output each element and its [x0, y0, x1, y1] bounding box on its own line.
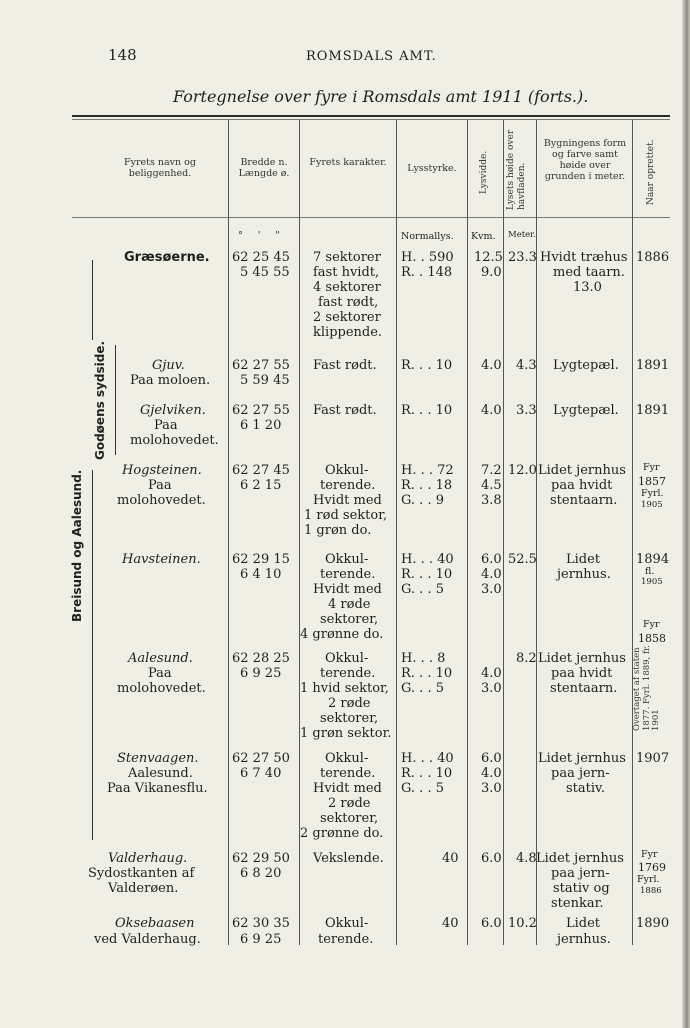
unit-range: Kvm. — [471, 231, 496, 242]
character-line: 1 rød sektor, — [304, 508, 388, 523]
established-line: 1907 — [636, 751, 670, 766]
unit-coords: ° ' " — [238, 230, 286, 241]
established-line: 1891 — [636, 403, 670, 418]
established-line: Fyr — [643, 619, 660, 630]
page-title: Fortegnelse over fyre i Romsdals amt 1911 (forts.). — [173, 87, 589, 106]
coord-longitude: 6 9 25 — [240, 932, 282, 947]
running-head: ROMSDALS AMT. — [306, 49, 437, 64]
side-label-inner: Godøens sydside. — [93, 340, 107, 460]
range-line: 4.0 — [481, 666, 502, 681]
intensity-line: H. . 590 — [401, 250, 454, 265]
name-line: Oksebaasen — [115, 916, 195, 931]
intensity-line: 40 — [442, 851, 459, 866]
height-value: 10.2 — [508, 916, 537, 931]
intensity-line: R. . . 10 — [401, 358, 453, 373]
intensity-line: R. . . 10 — [401, 403, 453, 418]
range-line: 3.0 — [481, 781, 502, 796]
height-value: 3.3 — [516, 403, 537, 418]
height-value: 23.3 — [508, 250, 537, 265]
range-line: 3.8 — [481, 493, 502, 508]
coord-longitude: 6 8 20 — [240, 866, 282, 881]
range-line: 6.0 — [481, 851, 502, 866]
col-header-character: Fyrets karakter. — [309, 157, 387, 168]
name-line: Havsteinen. — [122, 552, 201, 567]
name-line: Paa — [148, 666, 172, 681]
name-line: Paa — [154, 418, 178, 433]
name-line: Aalesund. — [128, 651, 193, 666]
character-line: Hvidt med — [313, 781, 382, 796]
coord-latitude: 62 27 55 — [232, 403, 290, 418]
height-value: 4.3 — [516, 358, 537, 373]
col-divider — [503, 120, 504, 945]
established-line: 1891 — [636, 358, 670, 373]
range-line: 4.0 — [481, 358, 502, 373]
name-line: molohovedet. — [117, 493, 206, 508]
height-value: 4.8 — [516, 851, 537, 866]
building-line: Lidet jernhus — [536, 851, 624, 866]
col-divider — [536, 120, 537, 945]
established-line: 1886 — [640, 886, 662, 896]
coord-longitude: 5 45 55 — [240, 265, 290, 280]
building-line: stentaarn. — [550, 493, 618, 508]
name-line: Stenvaagen. — [117, 751, 199, 766]
established-line: Fyr — [641, 849, 658, 860]
coord-latitude: 62 27 45 — [232, 463, 290, 478]
name-line: Hogsteinen. — [122, 463, 202, 478]
height-value: 12.0 — [508, 463, 537, 478]
building-line: jernhus. — [557, 932, 611, 947]
character-line: terende. — [320, 567, 376, 582]
intensity-line: R. . . 10 — [401, 766, 453, 781]
character-line: 4 grønne do. — [300, 627, 384, 642]
coord-latitude: 62 27 55 — [232, 358, 290, 373]
coord-longitude: 6 4 10 — [240, 567, 282, 582]
side-bracket — [92, 260, 93, 340]
building-line: Lidet jernhus — [538, 463, 626, 478]
building-line: stentaarn. — [550, 681, 618, 696]
intensity-line: G. . . 9 — [401, 493, 444, 508]
col-header-height: Lysets høide over havfladen. — [506, 129, 527, 210]
coord-latitude: 62 30 35 — [232, 916, 290, 931]
established-line: 1886 — [636, 250, 670, 265]
building-line: Lygtepæl. — [553, 358, 619, 373]
intensity-line: H. . . 8 — [401, 651, 446, 666]
established-line: 1890 — [636, 916, 670, 931]
character-line: Okkul- — [325, 651, 369, 666]
col-divider — [228, 120, 229, 945]
established-line: Fyrl. — [641, 488, 664, 499]
building-line: Hvidt træhus — [540, 250, 628, 265]
building-line: paa jern- — [551, 766, 610, 781]
name-line: Paa Vikanesflu. — [107, 781, 208, 796]
intensity-line: R. . . 18 — [401, 478, 453, 493]
range-line: 6.0 — [481, 751, 502, 766]
character-line: 2 røde — [328, 696, 371, 711]
character-line: 2 sektorer — [313, 310, 381, 325]
name-line: Gjuv. — [152, 358, 185, 373]
building-line: Lidet jernhus — [538, 651, 626, 666]
character-line: Hvidt med — [313, 582, 382, 597]
character-line: Okkul- — [325, 463, 369, 478]
col-divider — [396, 120, 397, 945]
intensity-line: H. . . 40 — [401, 552, 454, 567]
character-line: 2 grønne do. — [300, 826, 384, 841]
height-value: 52.5 — [508, 552, 537, 567]
col-divider — [632, 120, 633, 945]
col-header-established: Naar oprettet. — [646, 139, 656, 205]
character-line: Okkul- — [325, 751, 369, 766]
name-line: Valderøen. — [108, 881, 179, 896]
coord-latitude: 62 27 50 — [232, 751, 290, 766]
intensity-line: 40 — [442, 916, 459, 931]
character-line: 4 røde — [328, 597, 371, 612]
character-line: Vekslende. — [313, 851, 384, 866]
col-header-coords: Bredde n. Længde ø. — [238, 157, 290, 179]
character-line: terende. — [320, 766, 376, 781]
intensity-line: R. . . 10 — [401, 567, 453, 582]
intensity-line: G. . . 5 — [401, 781, 444, 796]
character-line: fast rødt, — [318, 295, 379, 310]
side-label-outer: Breisund og Aalesund. — [70, 469, 84, 622]
unit-height: Meter. — [508, 230, 537, 240]
building-line: Lygtepæl. — [553, 403, 619, 418]
name-line: Græsøerne. — [124, 250, 210, 265]
intensity-line: G. . . 5 — [401, 582, 444, 597]
range-line: 9.0 — [481, 265, 502, 280]
intensity-line: R. . . 10 — [401, 666, 453, 681]
name-line: Paa moloen. — [130, 373, 211, 388]
intensity-line: R. . 148 — [401, 265, 453, 280]
side-bracket — [92, 470, 93, 840]
col-header-building: Bygningens form og farve samt høide over grunden i meter. — [543, 138, 627, 182]
range-line: 12.5 — [474, 250, 503, 265]
range-line: 4.5 — [481, 478, 502, 493]
building-line: Lidet — [566, 552, 601, 567]
coord-longitude: 6 9 25 — [240, 666, 282, 681]
character-line: sektorer, — [320, 612, 379, 627]
range-line: 6.0 — [481, 552, 502, 567]
coord-latitude: 62 29 15 — [232, 552, 290, 567]
coord-longitude: 6 1 20 — [240, 418, 282, 433]
name-line: Sydostkanten af — [88, 866, 195, 881]
established-line: fl. — [645, 566, 655, 577]
col-header-name: Fyrets navn og beliggenhed. — [124, 157, 196, 179]
col-divider — [299, 120, 300, 945]
building-line: stenkar. — [551, 896, 604, 911]
character-line: 2 røde — [328, 796, 371, 811]
name-line: molohovedet. — [130, 433, 219, 448]
building-line: Lidet — [566, 916, 601, 931]
name-line: Paa — [148, 478, 172, 493]
range-line: 3.0 — [481, 582, 502, 597]
building-line: 13.0 — [573, 280, 602, 295]
character-line: terende. — [320, 666, 376, 681]
building-line: jernhus. — [557, 567, 611, 582]
character-line: Okkul- — [325, 552, 369, 567]
character-line: sektorer, — [320, 711, 379, 726]
character-line: 4 sektorer — [313, 280, 381, 295]
character-line: terende. — [320, 478, 376, 493]
unit-intensity: Normallys. — [401, 231, 454, 242]
header-bottom-rule — [72, 217, 670, 218]
established-line: 1894 — [636, 552, 670, 567]
building-line: paa hvidt — [551, 666, 613, 681]
established-line: 1905 — [641, 577, 663, 587]
height-value: 8.2 — [516, 651, 537, 666]
intensity-line: G. . . 5 — [401, 681, 444, 696]
name-line: molohovedet. — [117, 681, 206, 696]
character-line: fast hvidt, — [313, 265, 380, 280]
range-line: 4.0 — [481, 567, 502, 582]
character-line: Hvidt med — [313, 493, 382, 508]
building-line: stativ. — [566, 781, 605, 796]
established-line: Fyrl. — [637, 874, 660, 885]
range-line: 4.0 — [481, 403, 502, 418]
coord-longitude: 5 59 45 — [240, 373, 290, 388]
name-line: ved Valderhaug. — [94, 932, 201, 947]
intensity-line: H. . . 72 — [401, 463, 454, 478]
established-line: 1905 — [641, 500, 663, 510]
coord-longitude: 6 2 15 — [240, 478, 282, 493]
building-line: paa jern- — [551, 866, 610, 881]
character-line: 1 grøn sektor. — [300, 726, 392, 741]
intensity-line: H. . . 40 — [401, 751, 454, 766]
character-line: 1 grøn do. — [304, 523, 372, 538]
name-line: Aalesund. — [128, 766, 193, 781]
page-edge — [682, 0, 690, 1028]
character-line: klippende. — [313, 325, 383, 340]
established-line: 1769 — [638, 861, 666, 874]
established-line: Fyr — [643, 462, 660, 473]
established-note: Overtaget af staten 1877. Fyrl. 1889, fr. 1901 — [632, 645, 661, 731]
character-line: Fast rødt. — [313, 403, 377, 418]
range-line: 6.0 — [481, 916, 502, 931]
character-line: Okkul- — [325, 916, 369, 931]
name-line: Gjelviken. — [140, 403, 206, 418]
range-line: 4.0 — [481, 766, 502, 781]
range-line: 7.2 — [481, 463, 502, 478]
table-top-rule — [72, 115, 670, 117]
side-bracket — [115, 345, 116, 455]
building-line: Lidet jernhus — [538, 751, 626, 766]
character-line: 1 hvid sektor, — [300, 681, 389, 696]
established-line: 1858 — [638, 632, 666, 645]
character-line: Fast rødt. — [313, 358, 377, 373]
building-line: med taarn. — [553, 265, 625, 280]
character-line: 7 sektorer — [313, 250, 381, 265]
table-top-rule-thin — [72, 119, 670, 120]
name-line: Valderhaug. — [108, 851, 188, 866]
character-line: sektorer, — [320, 811, 379, 826]
page-number: 148 — [108, 46, 137, 64]
character-line: terende. — [318, 932, 374, 947]
coord-latitude: 62 29 50 — [232, 851, 290, 866]
coord-longitude: 6 7 40 — [240, 766, 282, 781]
col-divider — [467, 120, 468, 945]
building-line: stativ og — [553, 881, 610, 896]
coord-latitude: 62 25 45 — [232, 250, 290, 265]
established-line: 1857 — [638, 475, 666, 488]
col-header-range: Lysvidde. — [479, 150, 489, 194]
col-header-intensity: Lysstyrke. — [407, 163, 457, 174]
range-line: 3.0 — [481, 681, 502, 696]
building-line: paa hvidt — [551, 478, 613, 493]
coord-latitude: 62 28 25 — [232, 651, 290, 666]
